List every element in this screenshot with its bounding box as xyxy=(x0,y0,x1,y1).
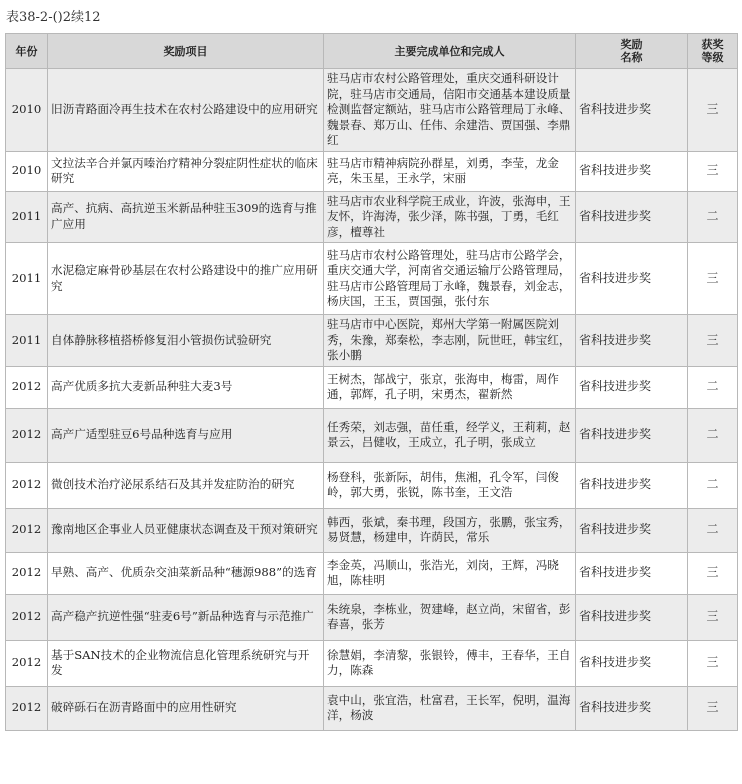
project-cell: 高产稳产抗逆性强“驻麦6号”新品种选育与示范推广 xyxy=(48,594,324,640)
year-cell: 2011 xyxy=(6,243,48,315)
year-cell: 2011 xyxy=(6,191,48,243)
table-row xyxy=(6,594,738,640)
table-row xyxy=(6,462,738,508)
header-level: 获奖 等级 xyxy=(688,34,738,69)
table-row xyxy=(6,191,738,243)
year-cell: 2012 xyxy=(6,366,48,408)
table-row xyxy=(6,408,738,462)
level-cell: 二 xyxy=(688,462,738,508)
units-cell: 驻马店市农村公路管理处，驻马店市公路学会，重庆交通大学，河南省交通运输厅公路管理局，驻马店市公路管理局丁永峰，魏景春，刘金志，杨庆国，王玉，贾国强，张付东 xyxy=(324,243,576,315)
header-year: 年份 xyxy=(6,34,48,69)
project-cell: 高产、抗病、高抗逆玉米新品种驻玉309的选育与推广应用 xyxy=(48,191,324,243)
level-cell: 三 xyxy=(688,552,738,594)
project-cell: 高产优质多抗大麦新品种驻大麦3号 xyxy=(48,366,324,408)
award-cell: 省科技进步奖 xyxy=(576,640,688,686)
award-cell: 省科技进步奖 xyxy=(576,408,688,462)
year-cell: 2011 xyxy=(6,315,48,367)
units-cell: 徐慧娟，李清黎，张银铃，傅丰，王春华，王自力，陈森 xyxy=(324,640,576,686)
level-cell: 三 xyxy=(688,69,738,152)
units-cell: 驻马店市农村公路管理处，重庆交通科研设计院，驻马店市交通局，信阳市交通基本建设质量检测监督定额站，驻马店市公路管理局丁永峰、魏景春、郑万山、任伟、余建浩、贾国强、李鼎红 xyxy=(324,69,576,152)
year-cell: 2012 xyxy=(6,508,48,552)
units-cell: 王树杰，郜战宁，张京，张海申，梅雷，周作通，郭辉，孔子明，宋勇杰，翟新然 xyxy=(324,366,576,408)
award-cell: 省科技进步奖 xyxy=(576,151,688,191)
level-cell: 三 xyxy=(688,315,738,367)
header-row xyxy=(6,34,738,69)
level-cell: 三 xyxy=(688,151,738,191)
project-cell: 早熟、高产、优质杂交油菜新品种“穗源988”的选育 xyxy=(48,552,324,594)
award-cell: 省科技进步奖 xyxy=(576,366,688,408)
project-cell: 水泥稳定麻骨砂基层在农村公路建设中的推广应用研究 xyxy=(48,243,324,315)
units-cell: 袁中山，张宜浩，杜富君，王长军，倪明，温海洋，杨波 xyxy=(324,686,576,730)
table-row xyxy=(6,315,738,367)
level-cell: 三 xyxy=(688,243,738,315)
award-cell: 省科技进步奖 xyxy=(576,686,688,730)
year-cell: 2010 xyxy=(6,69,48,152)
project-cell: 文拉法辛合并氯丙嗪治疗精神分裂症阴性症状的临床研究 xyxy=(48,151,324,191)
year-cell: 2012 xyxy=(6,640,48,686)
level-cell: 二 xyxy=(688,191,738,243)
awards-table xyxy=(5,33,738,731)
project-cell: 破碎砾石在沥青路面中的应用性研究 xyxy=(48,686,324,730)
units-cell: 驻马店市农业科学院王成业，许波，张海申，王友怀，许海涛，张少泽，陈书强，丁勇，毛红彦，檀尊社 xyxy=(324,191,576,243)
award-cell: 省科技进步奖 xyxy=(576,462,688,508)
project-cell: 旧沥青路面冷再生技术在农村公路建设中的应用研究 xyxy=(48,69,324,152)
table-row xyxy=(6,508,738,552)
header-units: 主要完成单位和完成人 xyxy=(324,34,576,69)
year-cell: 2010 xyxy=(6,151,48,191)
units-cell: 杨登科，张新际，胡伟，焦湘，孔令军，闫俊岭，郭大勇，张锐，陈书奎，王文浩 xyxy=(324,462,576,508)
year-cell: 2012 xyxy=(6,408,48,462)
header-project: 奖励项目 xyxy=(48,34,324,69)
award-cell: 省科技进步奖 xyxy=(576,191,688,243)
units-cell: 朱统泉，李栋业，贺建峰，赵立尚，宋留省，彭春喜，张芳 xyxy=(324,594,576,640)
table-row xyxy=(6,552,738,594)
year-cell: 2012 xyxy=(6,686,48,730)
table-row xyxy=(6,151,738,191)
units-cell: 驻马店市精神病院孙群星，刘勇，李莹，龙金亮，朱玉星，王永学，宋丽 xyxy=(324,151,576,191)
level-cell: 三 xyxy=(688,640,738,686)
level-cell: 二 xyxy=(688,508,738,552)
level-cell: 三 xyxy=(688,594,738,640)
year-cell: 2012 xyxy=(6,462,48,508)
units-cell: 任秀荣，刘志强，苗任重，经学义，王莉莉，赵景云，吕健收，王成立，孔子明，张成立 xyxy=(324,408,576,462)
award-cell: 省科技进步奖 xyxy=(576,552,688,594)
award-cell: 省科技进步奖 xyxy=(576,315,688,367)
award-cell: 省科技进步奖 xyxy=(576,243,688,315)
units-cell: 李金英，冯顺山，张浩光，刘岗，王辉，冯晓旭，陈桂明 xyxy=(324,552,576,594)
units-cell: 韩西，张斌，秦书理，段国方，张鹏，张宝秀，易贤慧，杨建申，许荫民，常乐 xyxy=(324,508,576,552)
table-row xyxy=(6,243,738,315)
level-cell: 二 xyxy=(688,366,738,408)
table-row xyxy=(6,686,738,730)
table-row xyxy=(6,366,738,408)
year-cell: 2012 xyxy=(6,552,48,594)
project-cell: 微创技术治疗泌尿系结石及其并发症防治的研究 xyxy=(48,462,324,508)
year-cell: 2012 xyxy=(6,594,48,640)
level-cell: 三 xyxy=(688,686,738,730)
award-cell: 省科技进步奖 xyxy=(576,594,688,640)
level-cell: 二 xyxy=(688,408,738,462)
project-cell: 高产广适型驻豆6号品种选育与应用 xyxy=(48,408,324,462)
award-cell: 省科技进步奖 xyxy=(576,69,688,152)
project-cell: 豫南地区企事业人员亚健康状态调查及干预对策研究 xyxy=(48,508,324,552)
table-caption: 表38-2-()2续12 xyxy=(6,10,101,25)
header-award: 奖励 名称 xyxy=(576,34,688,69)
project-cell: 基于SAN技术的企业物流信息化管理系统研究与开发 xyxy=(48,640,324,686)
table-row xyxy=(6,640,738,686)
table-body xyxy=(6,69,738,731)
project-cell: 自体静脉移植搭桥修复泪小管损伤试验研究 xyxy=(48,315,324,367)
units-cell: 驻马店市中心医院，郑州大学第一附属医院刘秀，朱豫，郑秦松，李志刚，阮世旺，韩宝红，张小鹏 xyxy=(324,315,576,367)
table-row xyxy=(6,69,738,152)
award-cell: 省科技进步奖 xyxy=(576,508,688,552)
